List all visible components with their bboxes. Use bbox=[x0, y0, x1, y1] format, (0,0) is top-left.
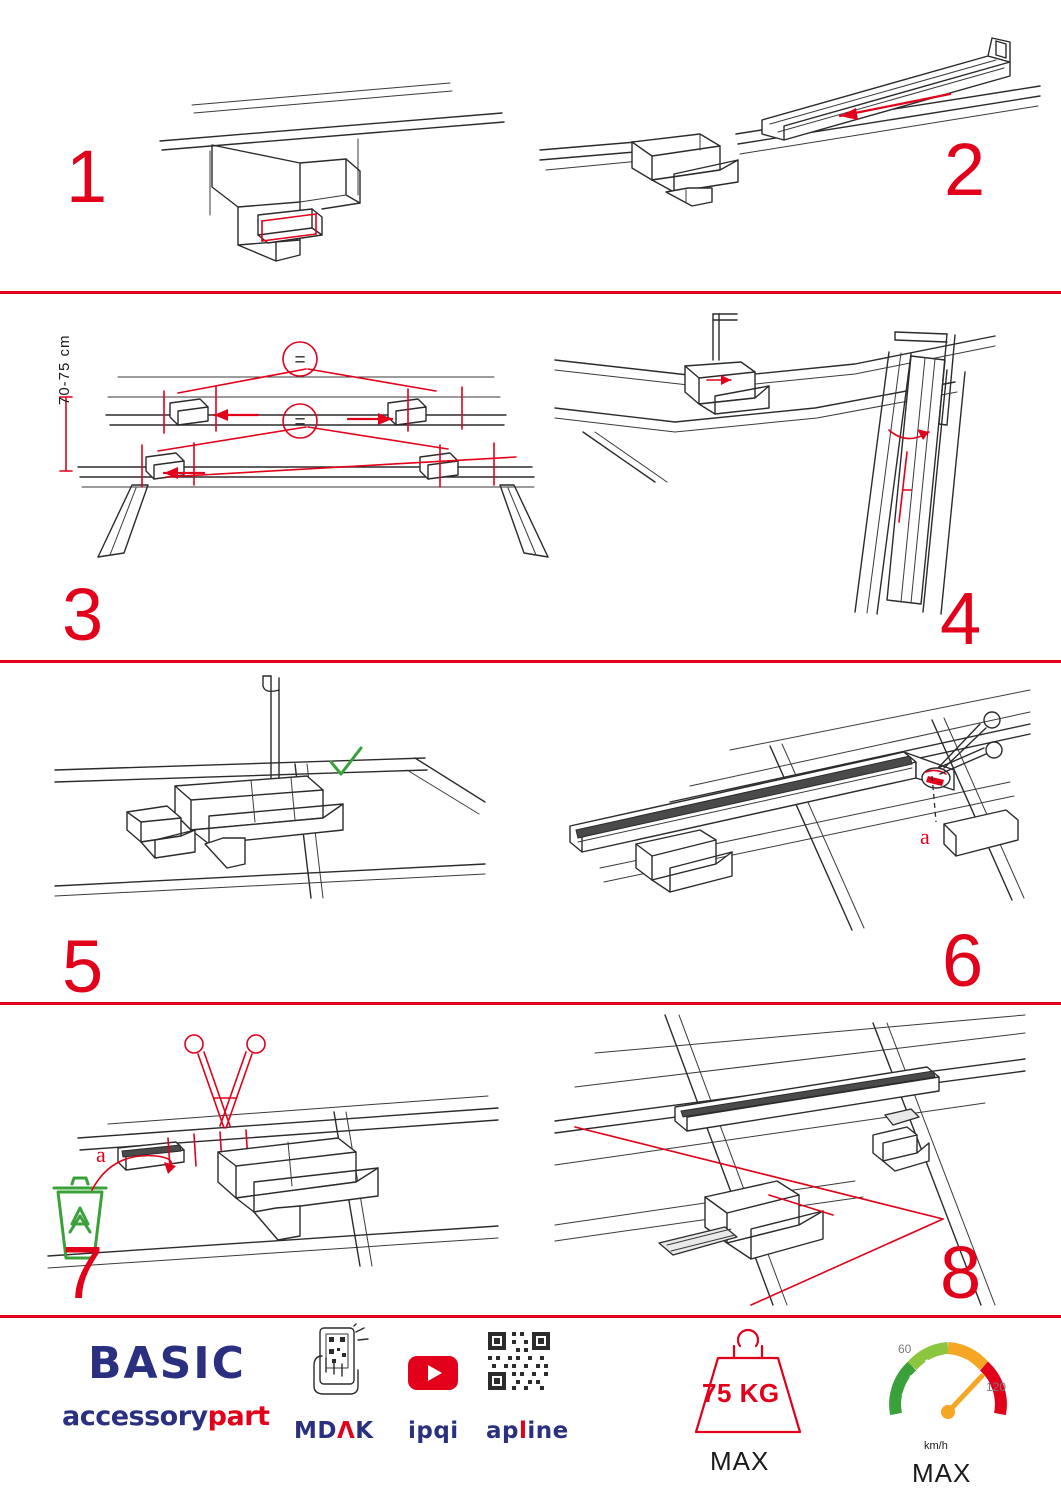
step-6-illustration bbox=[540, 690, 1030, 930]
step-number-2: 2 bbox=[944, 128, 985, 211]
qr-code-icon bbox=[486, 1330, 552, 1392]
step-number-3: 3 bbox=[62, 573, 103, 656]
logo-label-mdak-part2: K bbox=[355, 1418, 374, 1444]
gauge-tick-120: 120 bbox=[986, 1380, 1007, 1394]
brand-basic: BASIC bbox=[88, 1338, 246, 1389]
step-number-6: 6 bbox=[942, 919, 983, 1002]
step-number-5: 5 bbox=[62, 925, 103, 1008]
divider-rule-3 bbox=[0, 1002, 1061, 1005]
step-number-4: 4 bbox=[940, 577, 981, 660]
brand-accessorypart bbox=[62, 1401, 269, 1432]
brand-accessorypart-part1: accessory bbox=[62, 1401, 208, 1432]
step-5-illustration bbox=[55, 672, 485, 922]
step-1-illustration bbox=[150, 55, 510, 265]
logo-label-ipqi: ipqi bbox=[408, 1418, 459, 1444]
step-7-callout-a: a bbox=[96, 1142, 106, 1167]
youtube-play-icon bbox=[406, 1352, 462, 1392]
hand-phone-qr-icon bbox=[310, 1326, 390, 1396]
logo-label-apline-part1: ap bbox=[486, 1418, 519, 1444]
max-load-caption: MAX bbox=[710, 1446, 770, 1476]
logo-label-apline bbox=[486, 1418, 569, 1444]
logo-label-mdak bbox=[294, 1418, 374, 1444]
step-7-illustration bbox=[48, 1020, 498, 1290]
logo-label-apline-part2: ine bbox=[527, 1418, 569, 1444]
divider-rule-2 bbox=[0, 660, 1061, 663]
gauge-tick-60: 60 bbox=[898, 1342, 912, 1356]
max-speed-caption: MAX bbox=[912, 1458, 972, 1488]
logo-label-mdak-part1: MD bbox=[294, 1418, 337, 1444]
step-3-illustration bbox=[48, 325, 568, 560]
svg-text:=: = bbox=[294, 350, 306, 371]
step-6-callout-a: a bbox=[920, 824, 930, 849]
scissors-icon-red bbox=[185, 1035, 265, 1128]
svg-text:=: = bbox=[294, 412, 306, 433]
step-4-illustration bbox=[555, 312, 1015, 622]
footer bbox=[0, 1318, 1061, 1500]
step-number-8: 8 bbox=[940, 1231, 981, 1314]
brand-accessorypart-part2: part bbox=[207, 1401, 270, 1432]
bar-spacing-dimension: 70-75 cm bbox=[56, 334, 73, 405]
divider-rule-1 bbox=[0, 291, 1061, 294]
scissors-icon bbox=[938, 712, 1002, 774]
step-number-1: 1 bbox=[66, 135, 107, 218]
max-load-value: 75 KG bbox=[702, 1378, 780, 1408]
speed-unit-label: km/h bbox=[924, 1440, 948, 1452]
step-number-7: 7 bbox=[62, 1231, 103, 1314]
logo-label-apline-accent: l bbox=[518, 1418, 528, 1444]
logo-label-mdak-accent: Λ bbox=[336, 1418, 356, 1444]
